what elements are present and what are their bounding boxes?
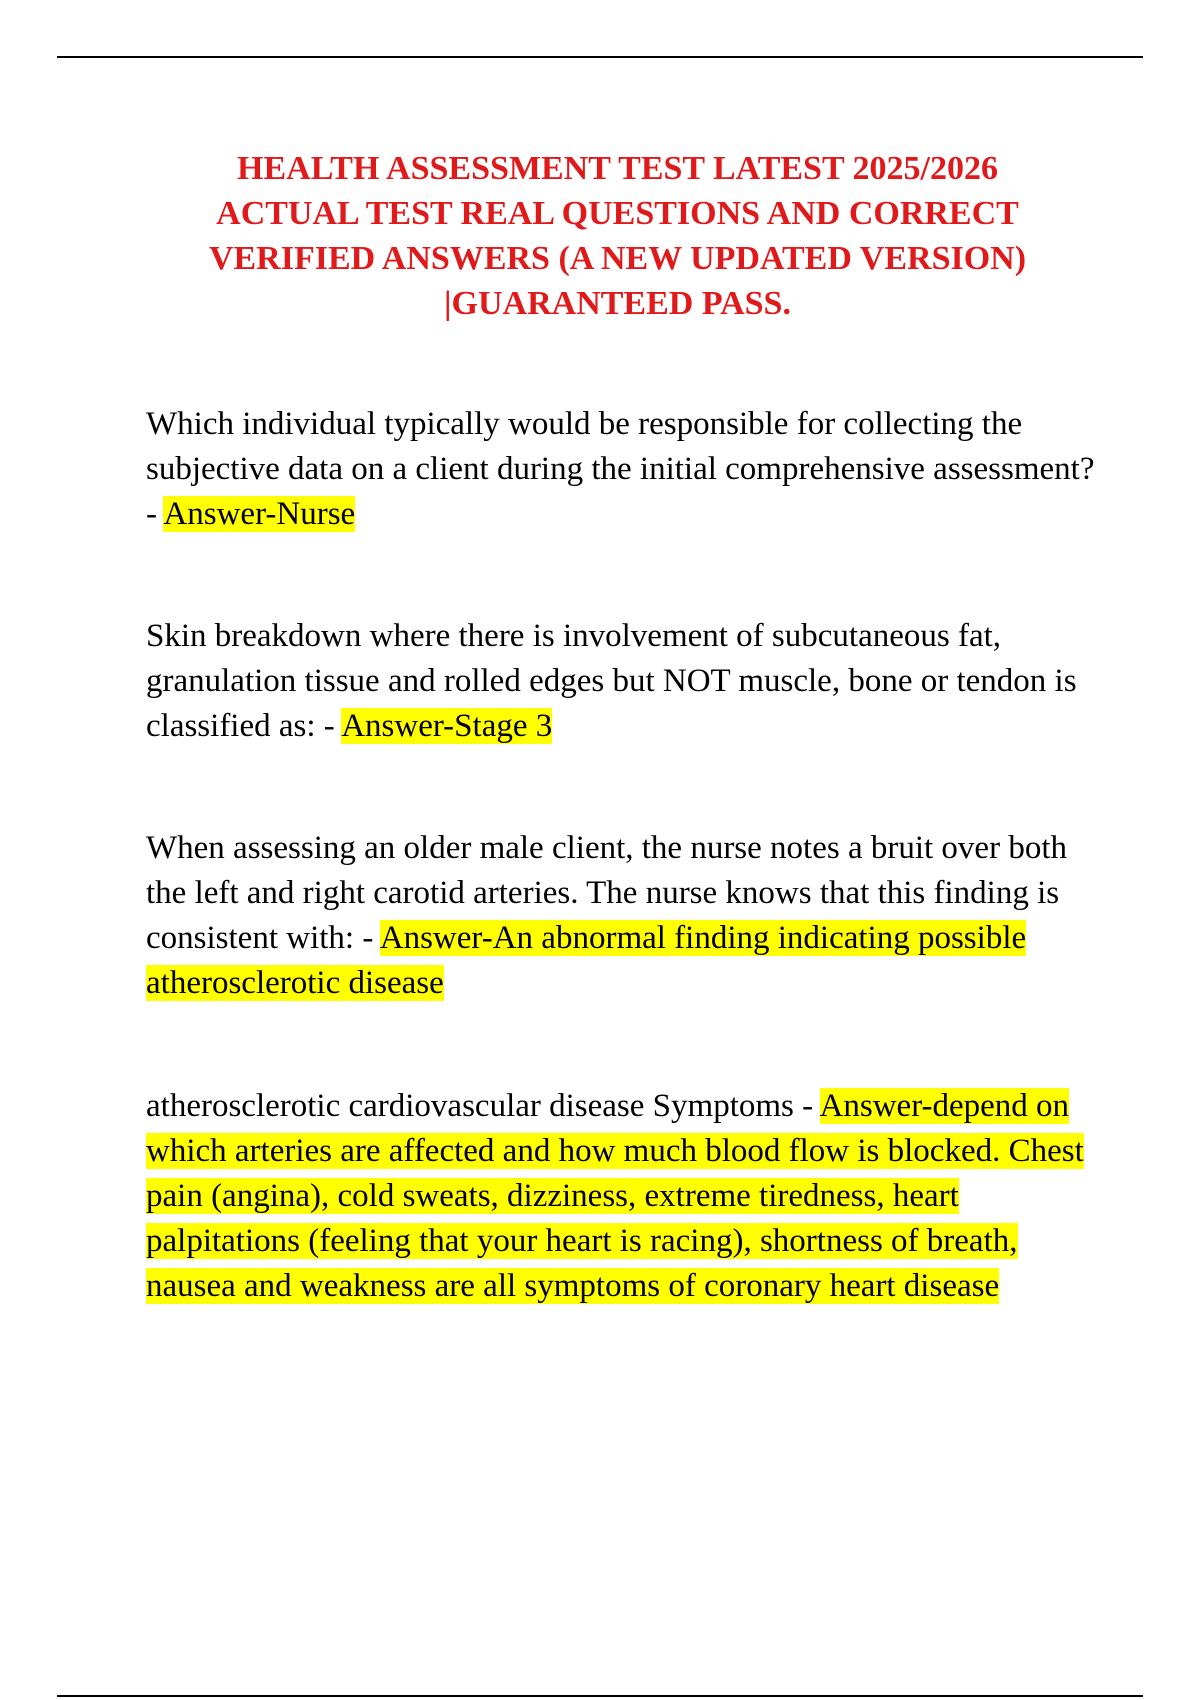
qa-item [146, 826, 1096, 1006]
qa-item [146, 614, 1096, 749]
answer-highlight: Answer-Nurse [163, 496, 356, 532]
qa-item [146, 402, 1096, 537]
document-title: HEALTH ASSESSMENT TEST LATEST 2025/2026 ACTUAL TEST REAL QUESTIONS AND CORRECT VERIFIED ANSWERS (A NEW UPDATED VERSION) |GUARANTEED PASS. [208, 150, 1027, 322]
answer-highlight: Answer-depend on which arteries are affected and how much blood flow is blocked. Chest pain (angina), cold sweats, dizziness, extreme tiredness, heart palpitations (feeling that your heart is racing), shortness of breath, nausea and weakness are all symptoms of coronary heart disease [146, 1088, 1084, 1304]
bottom-rule [57, 1695, 1143, 1697]
top-rule [57, 56, 1143, 58]
question-text: When assessing an older male client, the nurse notes a bruit over both the left and right carotid arteries. The nurse knows that this finding is consistent with: - [146, 830, 1067, 956]
question-text: atherosclerotic cardiovascular disease Symptoms - [146, 1088, 820, 1124]
answer-highlight: Answer-An abnormal finding indicating possible atherosclerotic disease [146, 920, 1027, 1001]
question-text: Which individual typically would be responsible for collecting the subjective data on a client during the initial comprehensive assessment? - [146, 406, 1095, 532]
question-text: Skin breakdown where there is involvement of subcutaneous fat, granulation tissue and rolled edges but NOT muscle, bone or tendon is classified as: - [146, 618, 1077, 744]
qa-item [146, 1084, 1096, 1309]
answer-highlight: Answer-Stage 3 [341, 708, 553, 744]
